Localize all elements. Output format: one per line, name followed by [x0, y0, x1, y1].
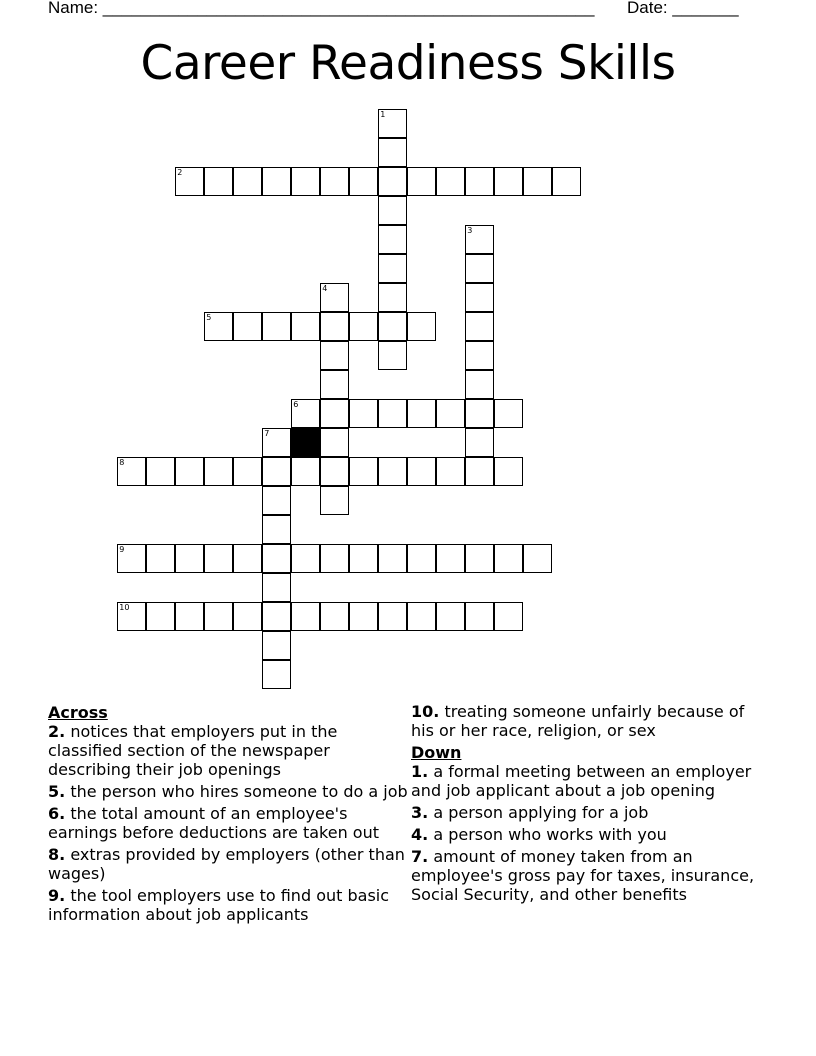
- grid-cell[interactable]: [262, 428, 291, 457]
- grid-cell[interactable]: [494, 457, 523, 486]
- grid-cell[interactable]: [233, 167, 262, 196]
- grid-cell[interactable]: [262, 602, 291, 631]
- down-clue: [411, 847, 761, 904]
- grid-cell[interactable]: [436, 167, 465, 196]
- grid-cell[interactable]: [204, 544, 233, 573]
- grid-cell[interactable]: [117, 457, 146, 486]
- grid-cell[interactable]: [320, 486, 349, 515]
- grid-cell[interactable]: [291, 312, 320, 341]
- grid-cell[interactable]: [204, 457, 233, 486]
- across-clue: [411, 702, 761, 740]
- cell-number: 4: [322, 284, 328, 294]
- grid-cell[interactable]: [465, 428, 494, 457]
- grid-cell[interactable]: [204, 602, 233, 631]
- grid-cell[interactable]: [523, 544, 552, 573]
- cell-number: 3: [467, 226, 473, 236]
- across-clue: [48, 845, 408, 883]
- across-clue: [48, 804, 408, 842]
- grid-cell[interactable]: [349, 457, 378, 486]
- grid-cell[interactable]: [233, 544, 262, 573]
- clue-number: 10.: [411, 702, 440, 721]
- grid-cell[interactable]: [291, 399, 320, 428]
- grid-cell[interactable]: [262, 515, 291, 544]
- grid-cell[interactable]: [175, 167, 204, 196]
- grid-cell[interactable]: [465, 544, 494, 573]
- grid-cell[interactable]: [552, 167, 581, 196]
- grid-cell[interactable]: [436, 544, 465, 573]
- grid-cell[interactable]: [262, 312, 291, 341]
- clue-text: a formal meeting between an employer and job applicant about a job opening: [411, 762, 752, 800]
- grid-cell[interactable]: [407, 399, 436, 428]
- grid-cell[interactable]: [291, 167, 320, 196]
- grid-cell[interactable]: [146, 602, 175, 631]
- grid-cell[interactable]: [349, 602, 378, 631]
- grid-cell[interactable]: [262, 544, 291, 573]
- page-title: Career Readiness Skills: [140, 36, 676, 91]
- down-clue: [411, 825, 761, 844]
- clue-number: 2.: [48, 722, 66, 741]
- clue-text: extras provided by employers (other than wages): [48, 845, 405, 883]
- cell-number: 7: [264, 429, 270, 439]
- grid-cell[interactable]: [378, 341, 407, 370]
- cell-number: 10: [119, 603, 130, 613]
- grid-cell[interactable]: [378, 457, 407, 486]
- clue-text: the total amount of an employee's earnings before deductions are taken out: [48, 804, 379, 842]
- grid-cell[interactable]: [378, 109, 407, 138]
- grid-cell[interactable]: [436, 602, 465, 631]
- grid-cell[interactable]: [117, 602, 146, 631]
- clues-left-column: [48, 702, 408, 927]
- name-field: Name: ____________________________________________________: [48, 0, 595, 17]
- clue-text: a person applying for a job: [433, 803, 649, 822]
- grid-cell[interactable]: [378, 544, 407, 573]
- cell-number: 5: [206, 313, 212, 323]
- grid-cell[interactable]: [407, 312, 436, 341]
- clue-text: notices that employers put in the classified section of the newspaper describing their job openings: [48, 722, 338, 779]
- grid-cell[interactable]: [465, 167, 494, 196]
- grid-cell[interactable]: [320, 457, 349, 486]
- grid-cell[interactable]: [320, 283, 349, 312]
- grid-cell[interactable]: [262, 167, 291, 196]
- clue-number: 3.: [411, 803, 429, 822]
- grid-cell[interactable]: [320, 602, 349, 631]
- across-clue: [48, 722, 408, 779]
- grid-cell[interactable]: [436, 457, 465, 486]
- grid-cell[interactable]: [407, 544, 436, 573]
- clue-text: treating someone unfairly because of his or her race, religion, or sex: [411, 702, 745, 740]
- clue-number: 4.: [411, 825, 429, 844]
- clues-right-column: [411, 702, 761, 907]
- grid-cell[interactable]: [349, 399, 378, 428]
- clue-number: 5.: [48, 782, 66, 801]
- grid-cell[interactable]: [465, 341, 494, 370]
- grid-cell[interactable]: [465, 312, 494, 341]
- cell-number: 2: [177, 168, 183, 178]
- across-heading: Across: [48, 703, 108, 722]
- clue-number: 1.: [411, 762, 429, 781]
- clue-text: the person who hires someone to do a job: [70, 782, 408, 801]
- grid-cell[interactable]: [117, 544, 146, 573]
- grid-cell[interactable]: [494, 602, 523, 631]
- clue-number: 6.: [48, 804, 66, 823]
- grid-cell[interactable]: [465, 399, 494, 428]
- grid-cell[interactable]: [378, 602, 407, 631]
- grid-cell[interactable]: [320, 399, 349, 428]
- clue-number: 7.: [411, 847, 429, 866]
- cell-number: 6: [293, 400, 299, 410]
- grid-cell[interactable]: [349, 544, 378, 573]
- grid-cell[interactable]: [291, 602, 320, 631]
- black-cell: [291, 428, 320, 457]
- grid-cell[interactable]: [378, 312, 407, 341]
- grid-cell[interactable]: [465, 283, 494, 312]
- grid-cell[interactable]: [407, 457, 436, 486]
- grid-cell[interactable]: [494, 167, 523, 196]
- grid-cell[interactable]: [233, 312, 262, 341]
- grid-cell[interactable]: [378, 196, 407, 225]
- grid-cell[interactable]: [320, 167, 349, 196]
- grid-cell[interactable]: [407, 602, 436, 631]
- clue-text: a person who works with you: [433, 825, 667, 844]
- grid-cell[interactable]: [436, 399, 465, 428]
- clue-text: the tool employers use to find out basic information about job applicants: [48, 886, 390, 924]
- date-field: Date: _______: [627, 0, 739, 17]
- grid-cell[interactable]: [494, 544, 523, 573]
- grid-cell[interactable]: [378, 254, 407, 283]
- grid-cell[interactable]: [378, 167, 407, 196]
- grid-cell[interactable]: [320, 312, 349, 341]
- grid-cell[interactable]: [291, 544, 320, 573]
- grid-cell[interactable]: [175, 457, 204, 486]
- grid-cell[interactable]: [349, 312, 378, 341]
- grid-cell[interactable]: [320, 341, 349, 370]
- grid-cell[interactable]: [233, 457, 262, 486]
- grid-cell[interactable]: [465, 225, 494, 254]
- grid-cell[interactable]: [378, 283, 407, 312]
- grid-cell[interactable]: [291, 457, 320, 486]
- grid-cell[interactable]: [320, 370, 349, 399]
- grid-cell[interactable]: [262, 457, 291, 486]
- grid-cell[interactable]: [465, 457, 494, 486]
- grid-cell[interactable]: [378, 138, 407, 167]
- grid-cell[interactable]: [320, 428, 349, 457]
- grid-cell[interactable]: [494, 399, 523, 428]
- grid-cell[interactable]: [204, 312, 233, 341]
- grid-cell[interactable]: [378, 225, 407, 254]
- down-clue: [411, 762, 761, 800]
- grid-cell[interactable]: [262, 573, 291, 602]
- grid-cell[interactable]: [349, 167, 378, 196]
- grid-cell[interactable]: [146, 544, 175, 573]
- down-clue: [411, 803, 761, 822]
- grid-cell[interactable]: [465, 602, 494, 631]
- clue-text: amount of money taken from an employee's gross pay for taxes, insurance, Social Security, and other benefits: [411, 847, 755, 904]
- grid-cell[interactable]: [262, 631, 291, 660]
- grid-cell[interactable]: [523, 167, 552, 196]
- grid-cell[interactable]: [378, 399, 407, 428]
- grid-cell[interactable]: [465, 254, 494, 283]
- across-clue: [48, 782, 408, 801]
- grid-cell[interactable]: [320, 544, 349, 573]
- grid-cell[interactable]: [233, 602, 262, 631]
- grid-cell[interactable]: [262, 486, 291, 515]
- grid-cell[interactable]: [407, 167, 436, 196]
- clue-number: 8.: [48, 845, 66, 864]
- grid-cell[interactable]: [175, 544, 204, 573]
- grid-cell[interactable]: [175, 602, 204, 631]
- grid-cell[interactable]: [465, 370, 494, 399]
- cell-number: 1: [380, 110, 386, 120]
- clue-number: 9.: [48, 886, 66, 905]
- grid-cell[interactable]: [204, 167, 233, 196]
- down-heading: Down: [411, 743, 462, 762]
- cell-number: 9: [119, 545, 125, 555]
- grid-cell[interactable]: [146, 457, 175, 486]
- cell-number: 8: [119, 458, 125, 468]
- across-clue: [48, 886, 408, 924]
- grid-cell[interactable]: [262, 660, 291, 689]
